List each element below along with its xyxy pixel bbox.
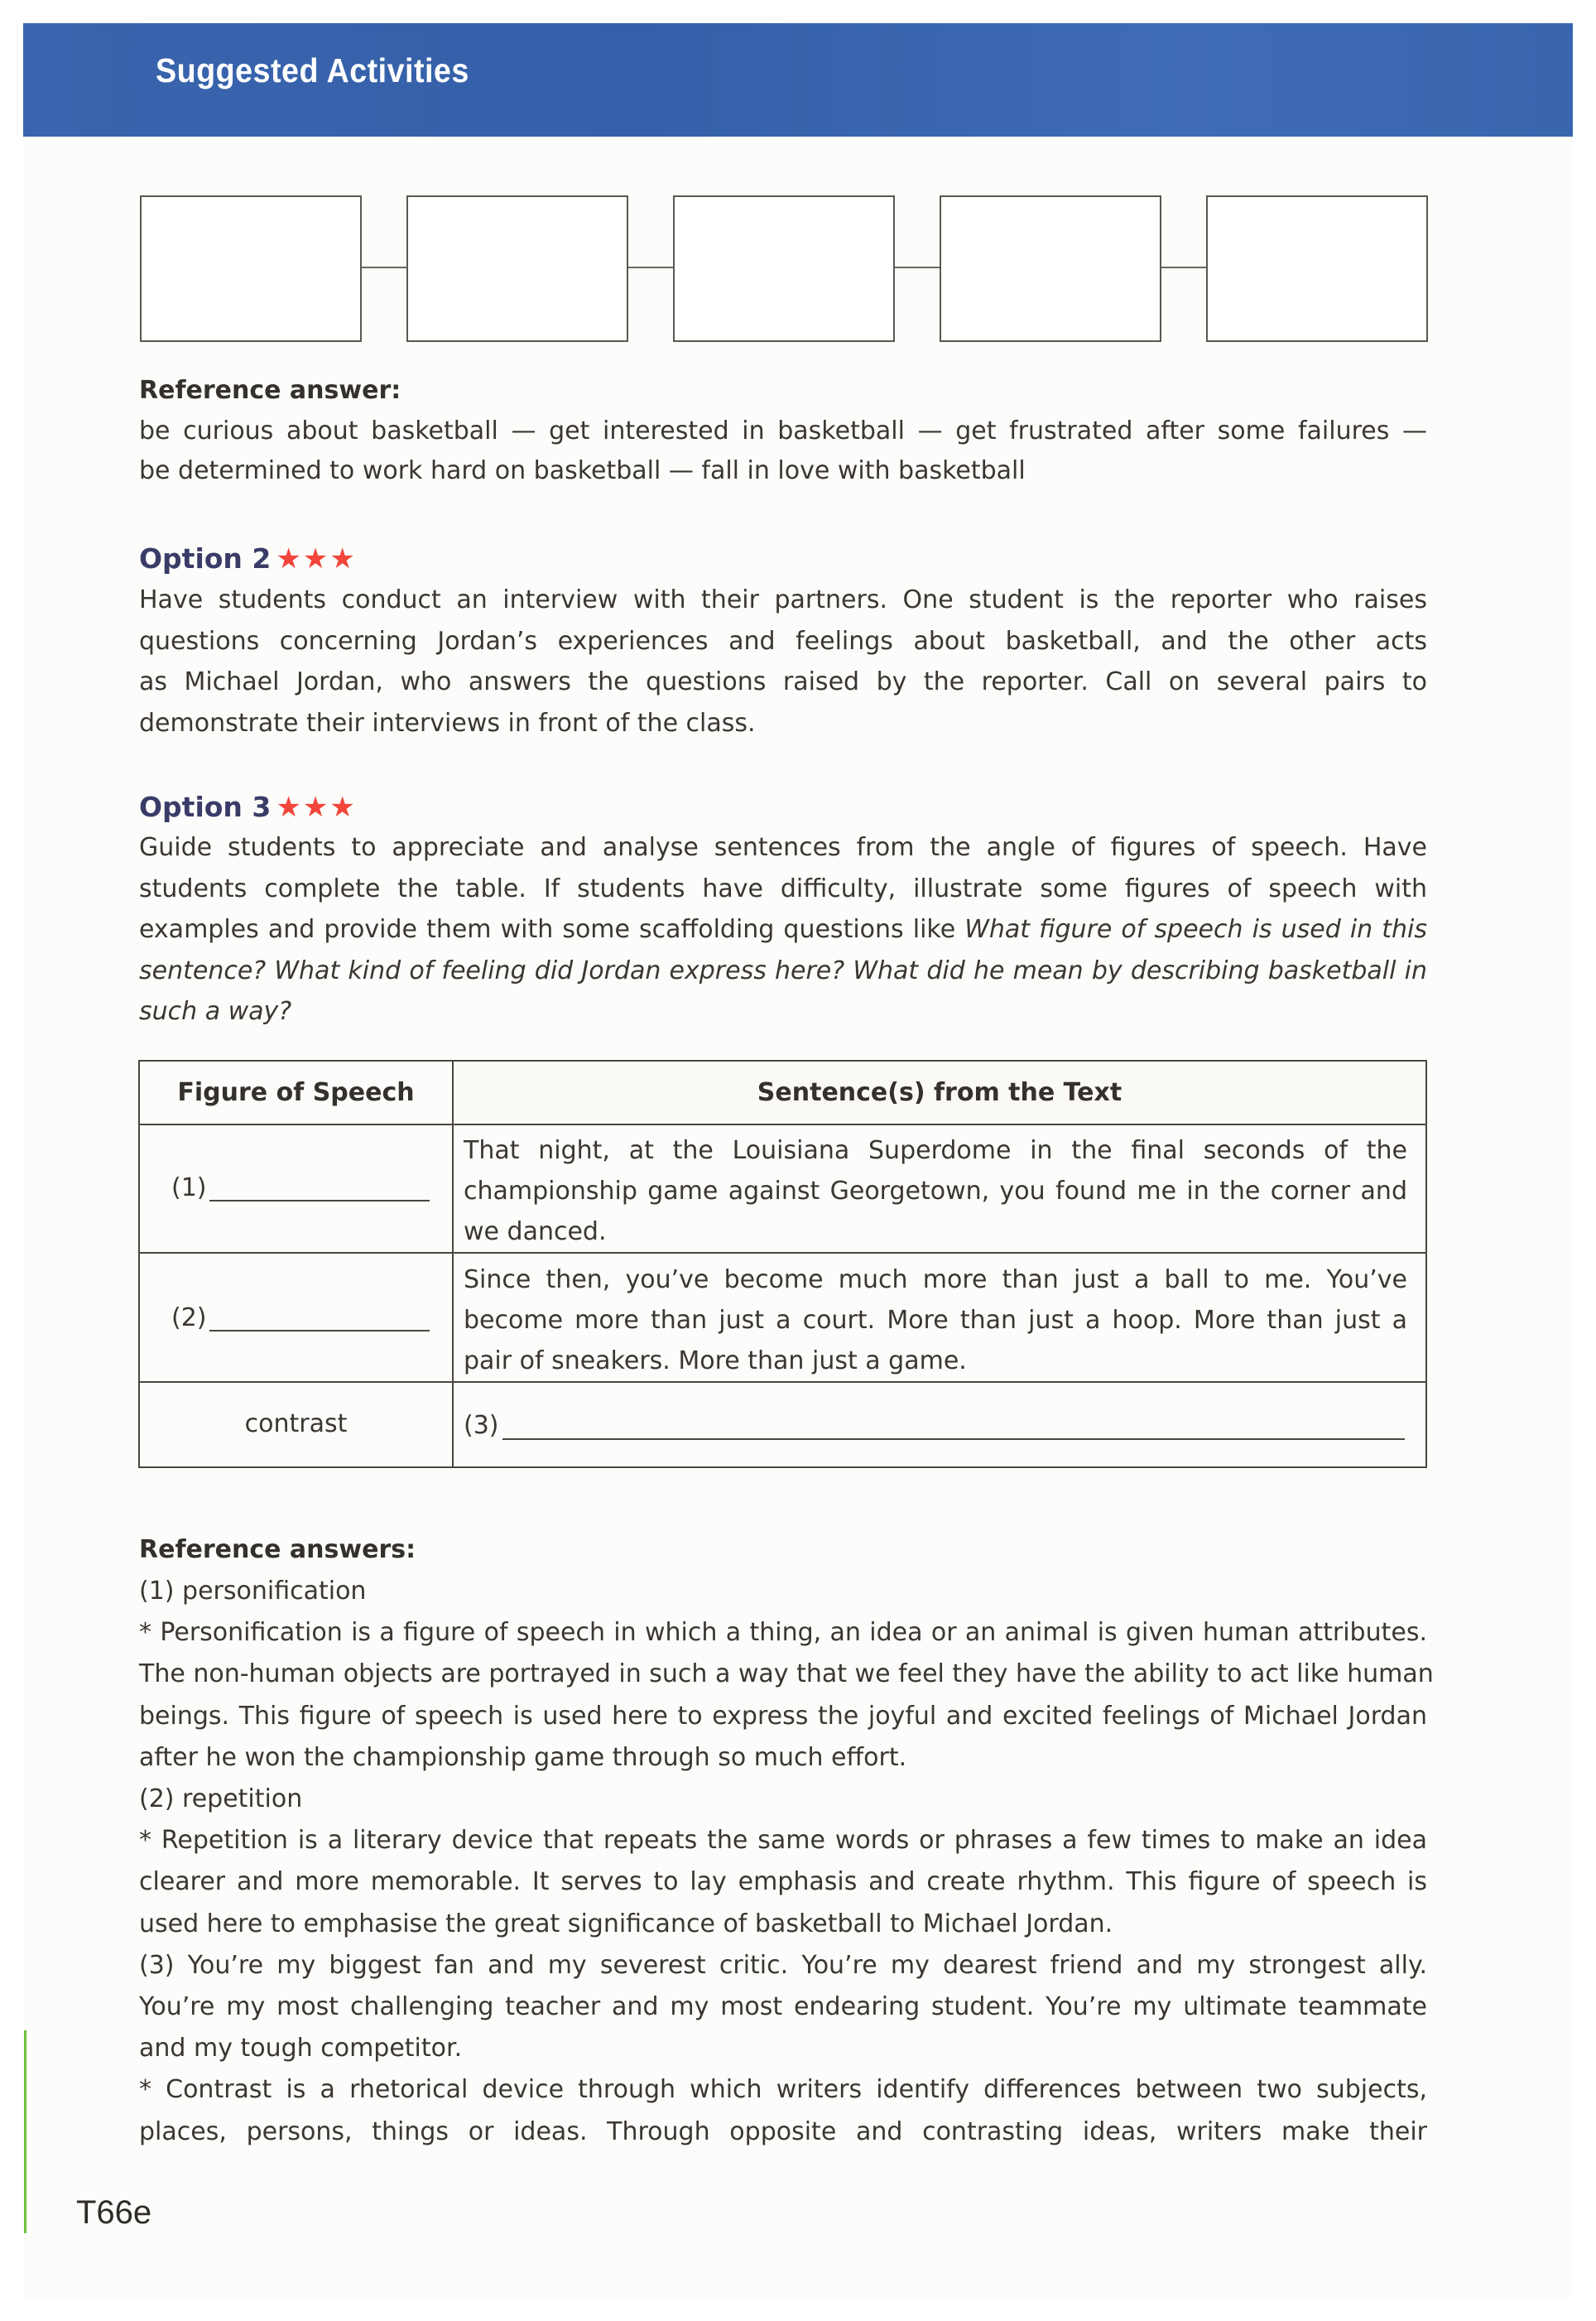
option-2-title: Option 2 (139, 542, 272, 575)
difficulty-stars-icon: ★★★ (276, 791, 357, 824)
blank-label-2: (2) (171, 1303, 207, 1332)
flowchart-box[interactable] (1206, 195, 1428, 342)
row-divider (140, 1381, 1425, 1383)
text-segment: students complete the table. If students have difficulty, illustrate some figures of speech with (139, 874, 1427, 903)
text-line: * Contrast is a rhetorical device through which writers identify differences between two subjects, (139, 2075, 1427, 2105)
text-segment: examples and provide them with some scaffolding questions like (139, 915, 965, 944)
sentence-line: become more than just a court. More than just a hoop. More than just a (464, 1306, 1407, 1335)
italic-question: What figure of speech is used in this (964, 915, 1427, 944)
answer-blank-3[interactable] (502, 1438, 1405, 1440)
column-header-figure: Figure of Speech (177, 1078, 415, 1107)
text-line: after he won the championship game through so much effort. (139, 1742, 907, 1772)
text-line: be determined to work hard on basketball — fall in love with basketball (139, 456, 1026, 485)
margin-bar (24, 2030, 26, 2233)
text-line: used here to emphasise the great significance of basketball to Michael Jordan. (139, 1909, 1113, 1938)
page-number: T66e (76, 2194, 152, 2231)
reference-answer-label: Reference answer: (139, 376, 401, 405)
text-line: * Repetition is a literary device that repeats the same words or phrases a few times to make an idea (139, 1826, 1427, 1856)
sentence-line: pair of sneakers. More than just a game. (464, 1346, 967, 1375)
sentence-line: Since then, you’ve become much more than just a ball to me. You’ve (464, 1265, 1407, 1294)
text-line: (3) You’re my biggest fan and my severest critic. You’re my dearest friend and my strongest ally. (139, 1950, 1427, 1980)
text-line: and my tough competitor. (139, 2034, 463, 2063)
flowchart-box[interactable] (406, 195, 628, 342)
text-line: You’re my most challenging teacher and my most endearing student. You’re my ultimate teammate (139, 1992, 1427, 2021)
column-divider (452, 1062, 454, 1466)
text-line: places, persons, things or ideas. Through opposite and contrasting ideas, writers make their (139, 2116, 1427, 2146)
text-line: demonstrate their interviews in front of the class. (139, 708, 756, 738)
text-line (139, 873, 1427, 906)
text-line: Have students conduct an interview with their partners. One student is the reporter who raises (139, 585, 1427, 614)
figures-of-speech-table (138, 1060, 1427, 1468)
flowchart-connector (895, 267, 940, 268)
text-line: beings. This figure of speech is used here to express the joyful and excited feelings of Michael Jordan (139, 1701, 1427, 1731)
italic-question: sentence? What kind of feeling did Jordan express here? What did he mean by describing basketball in (139, 956, 1427, 985)
text-line: * Personification is a figure of speech in which a thing, an idea or an animal is given human attributes. (139, 1618, 1427, 1648)
text-line: The non-human objects are portrayed in such a way that we feel they have the ability to act like human (139, 1659, 1434, 1689)
text-line (139, 831, 1427, 864)
flowchart-connector (1161, 267, 1206, 268)
column-header-sentence: Sentence(s) from the Text (757, 1078, 1122, 1107)
text-line: be curious about basketball — get interested in basketball — get frustrated after some failures — (139, 417, 1427, 445)
figure-contrast: contrast (244, 1409, 348, 1438)
text-line (139, 955, 1427, 988)
italic-question: such a way? (139, 997, 292, 1026)
row-divider (140, 1124, 1425, 1125)
flowchart-box[interactable] (940, 195, 1161, 342)
option-2-heading (139, 542, 357, 575)
text-line: as Michael Jordan, who answers the questions raised by the reporter. Call on several pairs to (139, 667, 1427, 696)
sentence-line: That night, at the Louisiana Superdome in the final seconds of the (464, 1136, 1407, 1165)
text-line: clearer and more memorable. It serves to lay emphasis and create rhythm. This figure of speech is (139, 1867, 1427, 1897)
flowchart-connector (628, 267, 673, 268)
answer-blank-1[interactable] (209, 1200, 430, 1201)
text-line: questions concerning Jordan’s experiences and feelings about basketball, and the other acts (139, 626, 1427, 656)
text-line: (1) personification (139, 1577, 367, 1606)
blank-label-3: (3) (464, 1411, 499, 1440)
text-line (139, 995, 1427, 1028)
text-line: (2) repetition (139, 1784, 303, 1813)
difficulty-stars-icon: ★★★ (276, 542, 357, 575)
sentence-line: we danced. (464, 1217, 607, 1246)
flowchart-box[interactable] (673, 195, 895, 342)
section-title: Suggested Activities (156, 51, 469, 89)
sentence-line: championship game against Georgetown, you found me in the corner and (464, 1177, 1407, 1206)
text-segment: Guide students to appreciate and analyse sentences from the angle of figures of speech. Have (139, 833, 1427, 862)
option-3-title: Option 3 (139, 791, 272, 823)
row-divider (140, 1252, 1425, 1254)
reference-answers-label: Reference answers: (139, 1535, 416, 1564)
text-line (139, 913, 1427, 946)
option-3-heading (139, 791, 357, 824)
answer-blank-2[interactable] (209, 1330, 430, 1331)
flowchart-box[interactable] (140, 195, 362, 342)
blank-label-1: (1) (171, 1173, 207, 1202)
flowchart-connector (362, 267, 406, 268)
